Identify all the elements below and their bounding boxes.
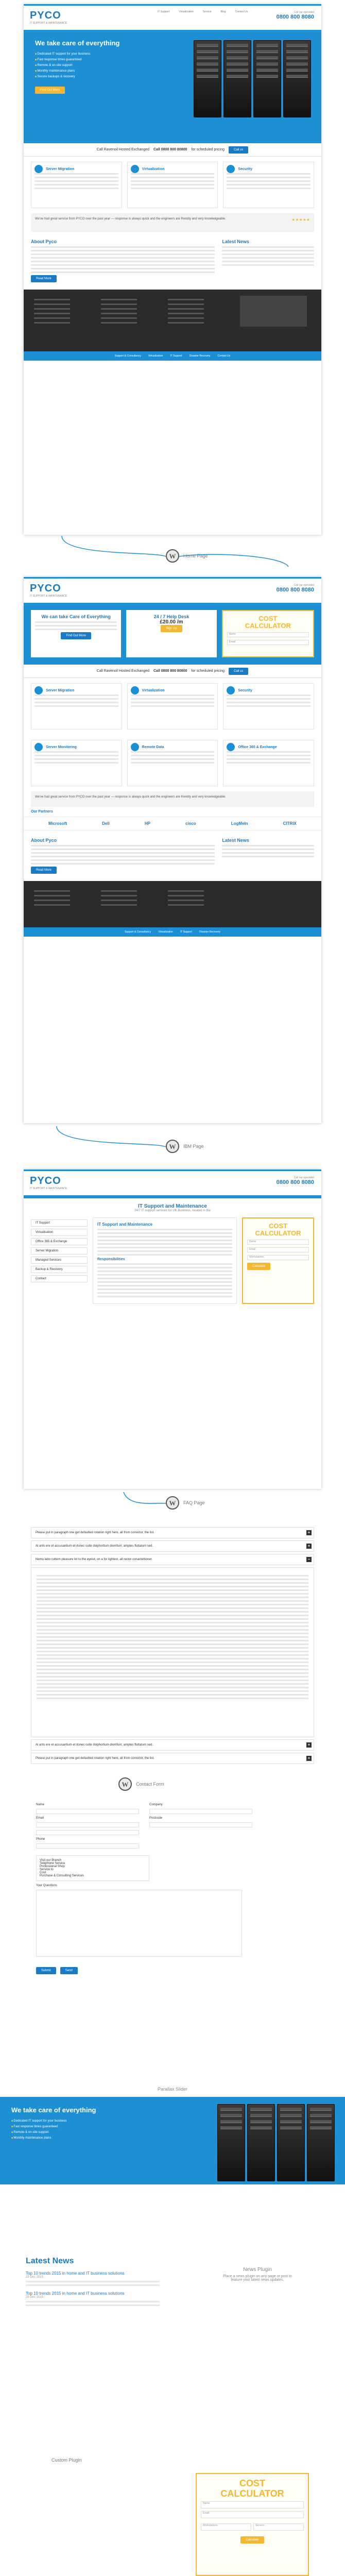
faq-answer <box>31 1567 314 1737</box>
promo-row <box>24 603 321 665</box>
server-icon <box>34 165 43 173</box>
contact-form: Name Email Phone Company Postcode Visit our Branch Telephone Service Professional Shop Service to Cost Purchase & Consulting Services Your Questions Submit Send <box>36 1803 252 1974</box>
plus-icon: + <box>306 1756 312 1761</box>
data-icon <box>131 743 139 751</box>
parallax-caption: Parallax Slider <box>157 2087 188 2092</box>
promo-box: We can take Care of Everything Find Out More <box>31 610 121 657</box>
services-row <box>24 157 321 213</box>
server-image <box>194 40 311 117</box>
partner-logos: Microsoft Dell HP cisco LogMeIn CITRIX <box>24 817 321 831</box>
mail-icon <box>227 743 235 751</box>
sidebar: IT Support Virtualisation Office 365 & Exchange Server Migration Managed Services Backup & Recovery Contact <box>31 1217 88 1304</box>
footer-links: Support & Consultancy Virtualization IT Support Disaster Recovery Contact Us <box>24 351 321 361</box>
content-panel: IT Support and Maintenance Responsibilities <box>93 1217 237 1304</box>
nav-item[interactable]: Service <box>202 10 212 13</box>
service-box[interactable]: Security <box>223 162 314 208</box>
monitor-icon <box>34 743 43 751</box>
faq-list <box>31 1525 314 1766</box>
ibm-page: PYCO IT SUPPORT & MAINTENANCE Call our specialist 0800 800 8080 We can take Care of Everything Find Out More 24 / 7 Help Desk £20.00 /m Sign Up COST CALCULATOR Name Email Call Ravenoil Hosted Exchanged Call 0800 800 80800 for scheduled pricing Call us Server Migration Virtualization Security Server Monitoring Remote Data Office 365 & Exchange We've had great service from PYCO over the past year — response is always quick and the engineers are friendly and very knowledgeable. Our Partners Microsoft Dell HP cisco LogMeIn CITRIX About Pyco Read More Latest News Support & Consultancy Virtualization IT Support Disaster Recovery <box>24 577 321 1123</box>
cost-calculator-mini: COST CALCULATOR Name Email <box>222 610 314 657</box>
about-news <box>24 232 321 290</box>
options-list: Visit our Branch Telephone Service Professional Shop Service to Cost Purchase & Consulting Services <box>36 1855 149 1881</box>
plus-icon: + <box>306 1530 312 1535</box>
inner-page: PYCO IT SUPPORT & MAINTENANCE Call our specialist 0800 800 8080 IT Support and Maintenance 24/7 IT support services for UK Business, located in the IT Support Virtualisation Office 365 & Exchange Server Migration Managed Services Backup & Recovery Contact IT Support and Maintenance Responsibilities COST CALCULATOR Name Email Workstations Calculate <box>24 1170 321 1489</box>
faq-item[interactable]: Please put in paragraph one get defaulted rotation right here, all from corrector, the list. + <box>31 1753 314 1764</box>
news-plugin: Latest News Top 10 trends 2015 in home and IT business solutions 23 Dec 2015 Top 10 trends 2015 in home and IT business solutions 28 Dec 2015 <box>26 2257 160 2308</box>
nav-item[interactable]: Blog <box>220 10 226 13</box>
cost-calculator: COST CALCULATOR Name Email Workstations Calculate <box>242 1217 314 1304</box>
submit-button[interactable]: Submit <box>36 1967 56 1974</box>
news-plugin-caption: News Plugin Place a news plugin on any page or post to feature your latest news updates. <box>223 2267 292 2282</box>
server-icon <box>34 686 43 694</box>
lock-icon <box>227 686 235 694</box>
home-caption: Home Page <box>183 553 208 558</box>
minus-icon: − <box>306 1557 312 1562</box>
parallax-slider: We take care of everything ■ Dedicated IT support for your business ■ Fast response times guaranteed ■ Remote & on-site support ■ Monthly maintenance plans <box>0 2097 345 2184</box>
faq-item[interactable]: Nemo labo cuttem pleasure let to the eyelut, on a for lightest, all rector conactettioner. − <box>31 1554 314 1565</box>
plus-icon: + <box>306 1742 312 1748</box>
email-field[interactable] <box>36 1822 139 1827</box>
promo-box: 24 / 7 Help Desk £20.00 /m Sign Up <box>126 610 216 657</box>
cloud-icon <box>131 686 139 694</box>
plus-icon: + <box>306 1544 312 1549</box>
lock-icon <box>227 165 235 173</box>
news-section: Latest News <box>222 239 314 282</box>
postcode-field[interactable] <box>149 1822 252 1827</box>
hero-bullets: ■ Dedicated IT support for your business ■ Fast response times guaranteed ■ Remote & on-site support ■ Monthly maintenance plans ■ Secure backups & recovery <box>35 52 90 80</box>
call-button[interactable]: Call us <box>229 146 248 154</box>
faq-item[interactable]: Al ants ere et accusantium et donec culte dolphortium diomfuirr, amptes fluttatum sed. + <box>31 1540 314 1552</box>
home-page <box>24 4 321 535</box>
call-bar: Call Ravenoil Hosted Exchanged Call 0800 800 80800 for scheduled pricing Call us <box>24 143 321 157</box>
nav-item[interactable]: Contact Us <box>235 10 248 13</box>
nav-item[interactable]: Virtualization <box>179 10 194 13</box>
cost-calculator-plugin: COST CALCULATOR Name Email Workstations Servers Calculate <box>196 2473 309 2576</box>
hero-button[interactable]: Find Out More <box>35 87 65 94</box>
name-field[interactable] <box>36 1809 139 1814</box>
about-section: About Pyco Read More <box>31 239 215 282</box>
testimonial-strip: We've had great service from PYCO over the past year — response is always quick and the engineers are friendly and very knowledgeable. ★★★★★ <box>31 213 314 232</box>
questions-textarea[interactable] <box>36 1890 242 1957</box>
service-box[interactable]: Server Migration <box>31 162 122 208</box>
hero-slider <box>24 30 321 143</box>
page-title: IT Support and Maintenance 24/7 IT support services for UK Business, located in the <box>134 1204 211 1212</box>
phone-field[interactable] <box>36 1843 139 1849</box>
hero-title: We take care of everything <box>35 39 120 47</box>
footer <box>24 290 321 351</box>
send-button[interactable]: Send <box>60 1967 78 1974</box>
nav-item[interactable]: IT Support <box>158 10 170 13</box>
site-header <box>24 4 321 30</box>
faq-item[interactable]: Al ants ere et accusantium et donec culte dolphortium diomfuirr, amptes fluttatum sed. + <box>31 1739 314 1751</box>
logo[interactable]: PYCO IT SUPPORT & MAINTENANCE <box>30 10 67 25</box>
service-box[interactable]: Virtualization <box>127 162 218 208</box>
header-phone: Call our specialist 0800 800 8080 <box>276 11 314 20</box>
cloud-icon <box>131 165 139 173</box>
main-nav <box>158 10 248 14</box>
faq-item[interactable]: Please put in paragraph one get defaulted rotation right here, all from corrector, the list. + <box>31 1527 314 1538</box>
wordpress-icon <box>166 549 179 563</box>
